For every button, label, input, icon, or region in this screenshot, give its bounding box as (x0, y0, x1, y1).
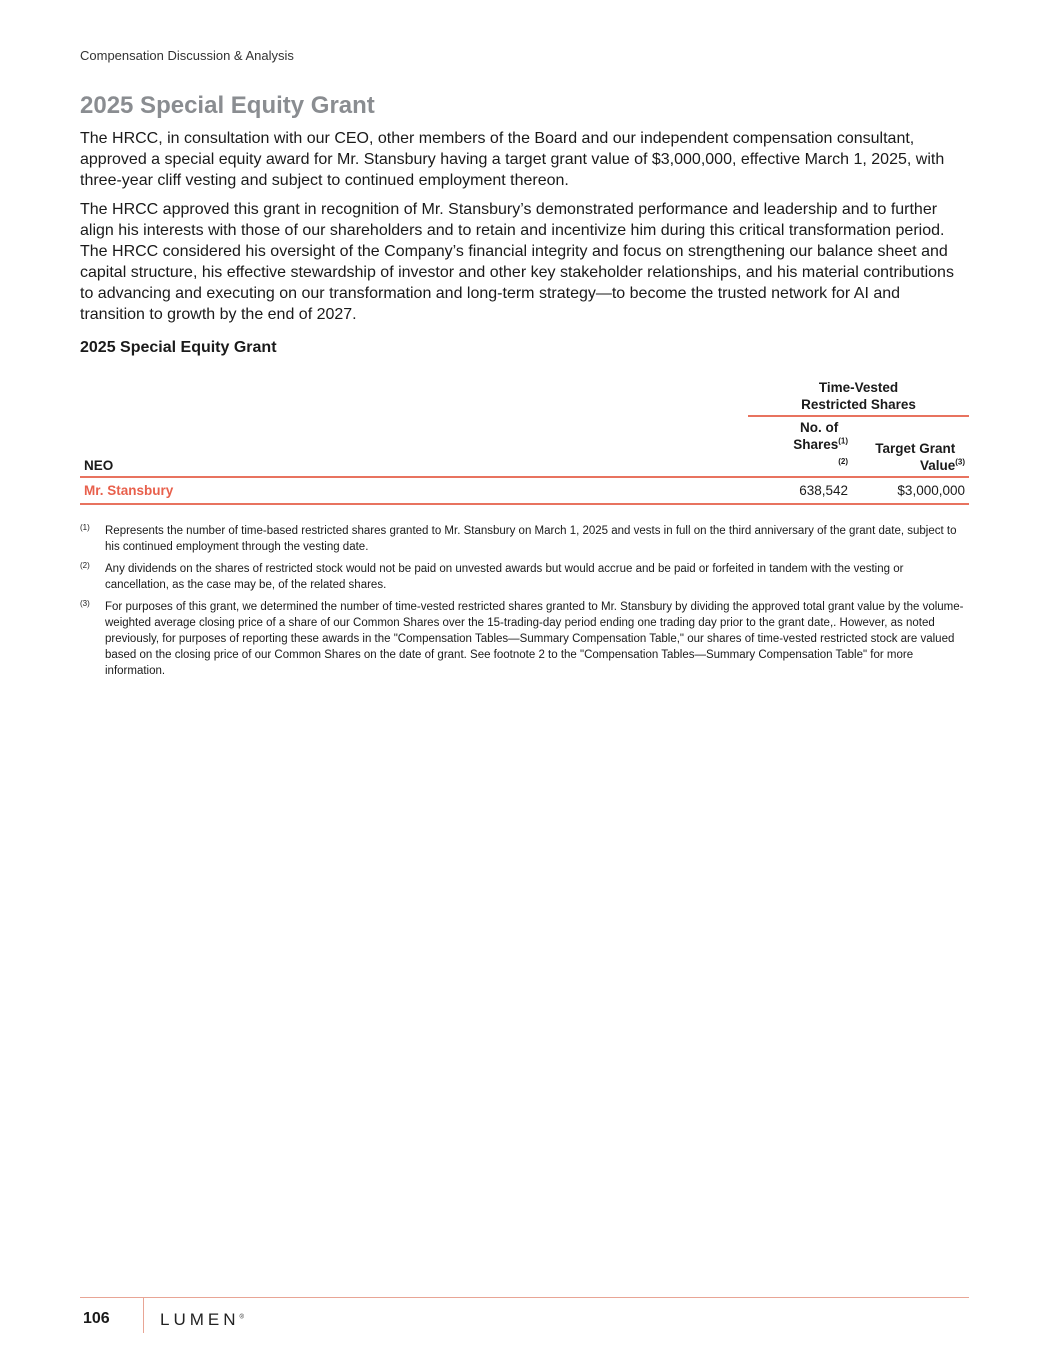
table-row (80, 477, 969, 504)
shares-cell: 638,542 (748, 477, 852, 504)
equity-grant-table (80, 377, 969, 505)
footnotes (80, 523, 969, 679)
table-title: 2025 Special Equity Grant (80, 339, 277, 356)
group-header: Time-Vested Restricted Shares (748, 377, 969, 416)
footnote: (3) For purposes of this grant, we determined the number of time-vested restricted shares granted to Mr. Stansbury by dividing the approved total grant value by the volume-weighted average closing price of a share of our Common Shares over the 15-trading-day period ending one trading day prior to the grant date,. However, as noted previously, for purposes of reporting these awards in the "Compensation Tables—Summary Compensation Table," our shares of time-vested restricted stock are valued based on the closing price of our Common Shares on the date of grant. See footnote 2 to the "Compensation Tables—Summary Compensation Table" for more information. (80, 598, 964, 677)
lumen-logo: LUMEN® (160, 1310, 244, 1329)
col-shares: No. of Shares$^{(1)(2)}$ (748, 416, 852, 477)
paragraph: The HRCC approved this grant in recognition of Mr. Stansbury’s demonstrated performance and leadership and to further align his interests with those of our shareholders and to retain and incentivize him during this critical transformation period. The HRCC considered his oversight of the Company’s financial integrity and focus on strengthening our balance sheet and capital structure, his effective stewardship of investor and other key stakeholder relationships, and his material contributions to advancing and executing on our transformation and long-term strategy—to become the trusted network for AI and transition to growth by the end of 2027. (80, 201, 954, 323)
main-content (80, 92, 969, 685)
footer-divider (80, 1297, 969, 1298)
neo-name: Mr. Stansbury (80, 477, 748, 504)
footnote: (1) Represents the number of time-based restricted shares granted to Mr. Stansbury on March 1, 2025 and vests in full on the third anniversary of the grant date, subject to his continued employment through the vesting date. (80, 522, 957, 553)
section-title: 2025 Special Equity Grant (80, 92, 375, 119)
running-header: Compensation Discussion & Analysis (80, 48, 294, 63)
footnote: (2) Any dividends on the shares of restricted stock would not be paid on unvested awards but would accrue and be paid or forfeited in tandem with the vesting or cancellation, as the case may be, of the related shares. (80, 560, 904, 591)
footer-vertical-divider (143, 1297, 144, 1333)
value-cell: $3,000,000 (852, 477, 969, 504)
col-neo: NEO (80, 416, 748, 477)
col-value: Target Grant Value$^{(3)}$ (852, 416, 969, 477)
paragraph: The HRCC, in consultation with our CEO, other members of the Board and our independent compensation consultant, approved a special equity award for Mr. Stansbury having a target grant value of $3,000,000, effective March 1, 2025, with three-year cliff vesting and subject to continued employment thereon. (80, 130, 945, 189)
page-number: 106 (83, 1310, 110, 1327)
